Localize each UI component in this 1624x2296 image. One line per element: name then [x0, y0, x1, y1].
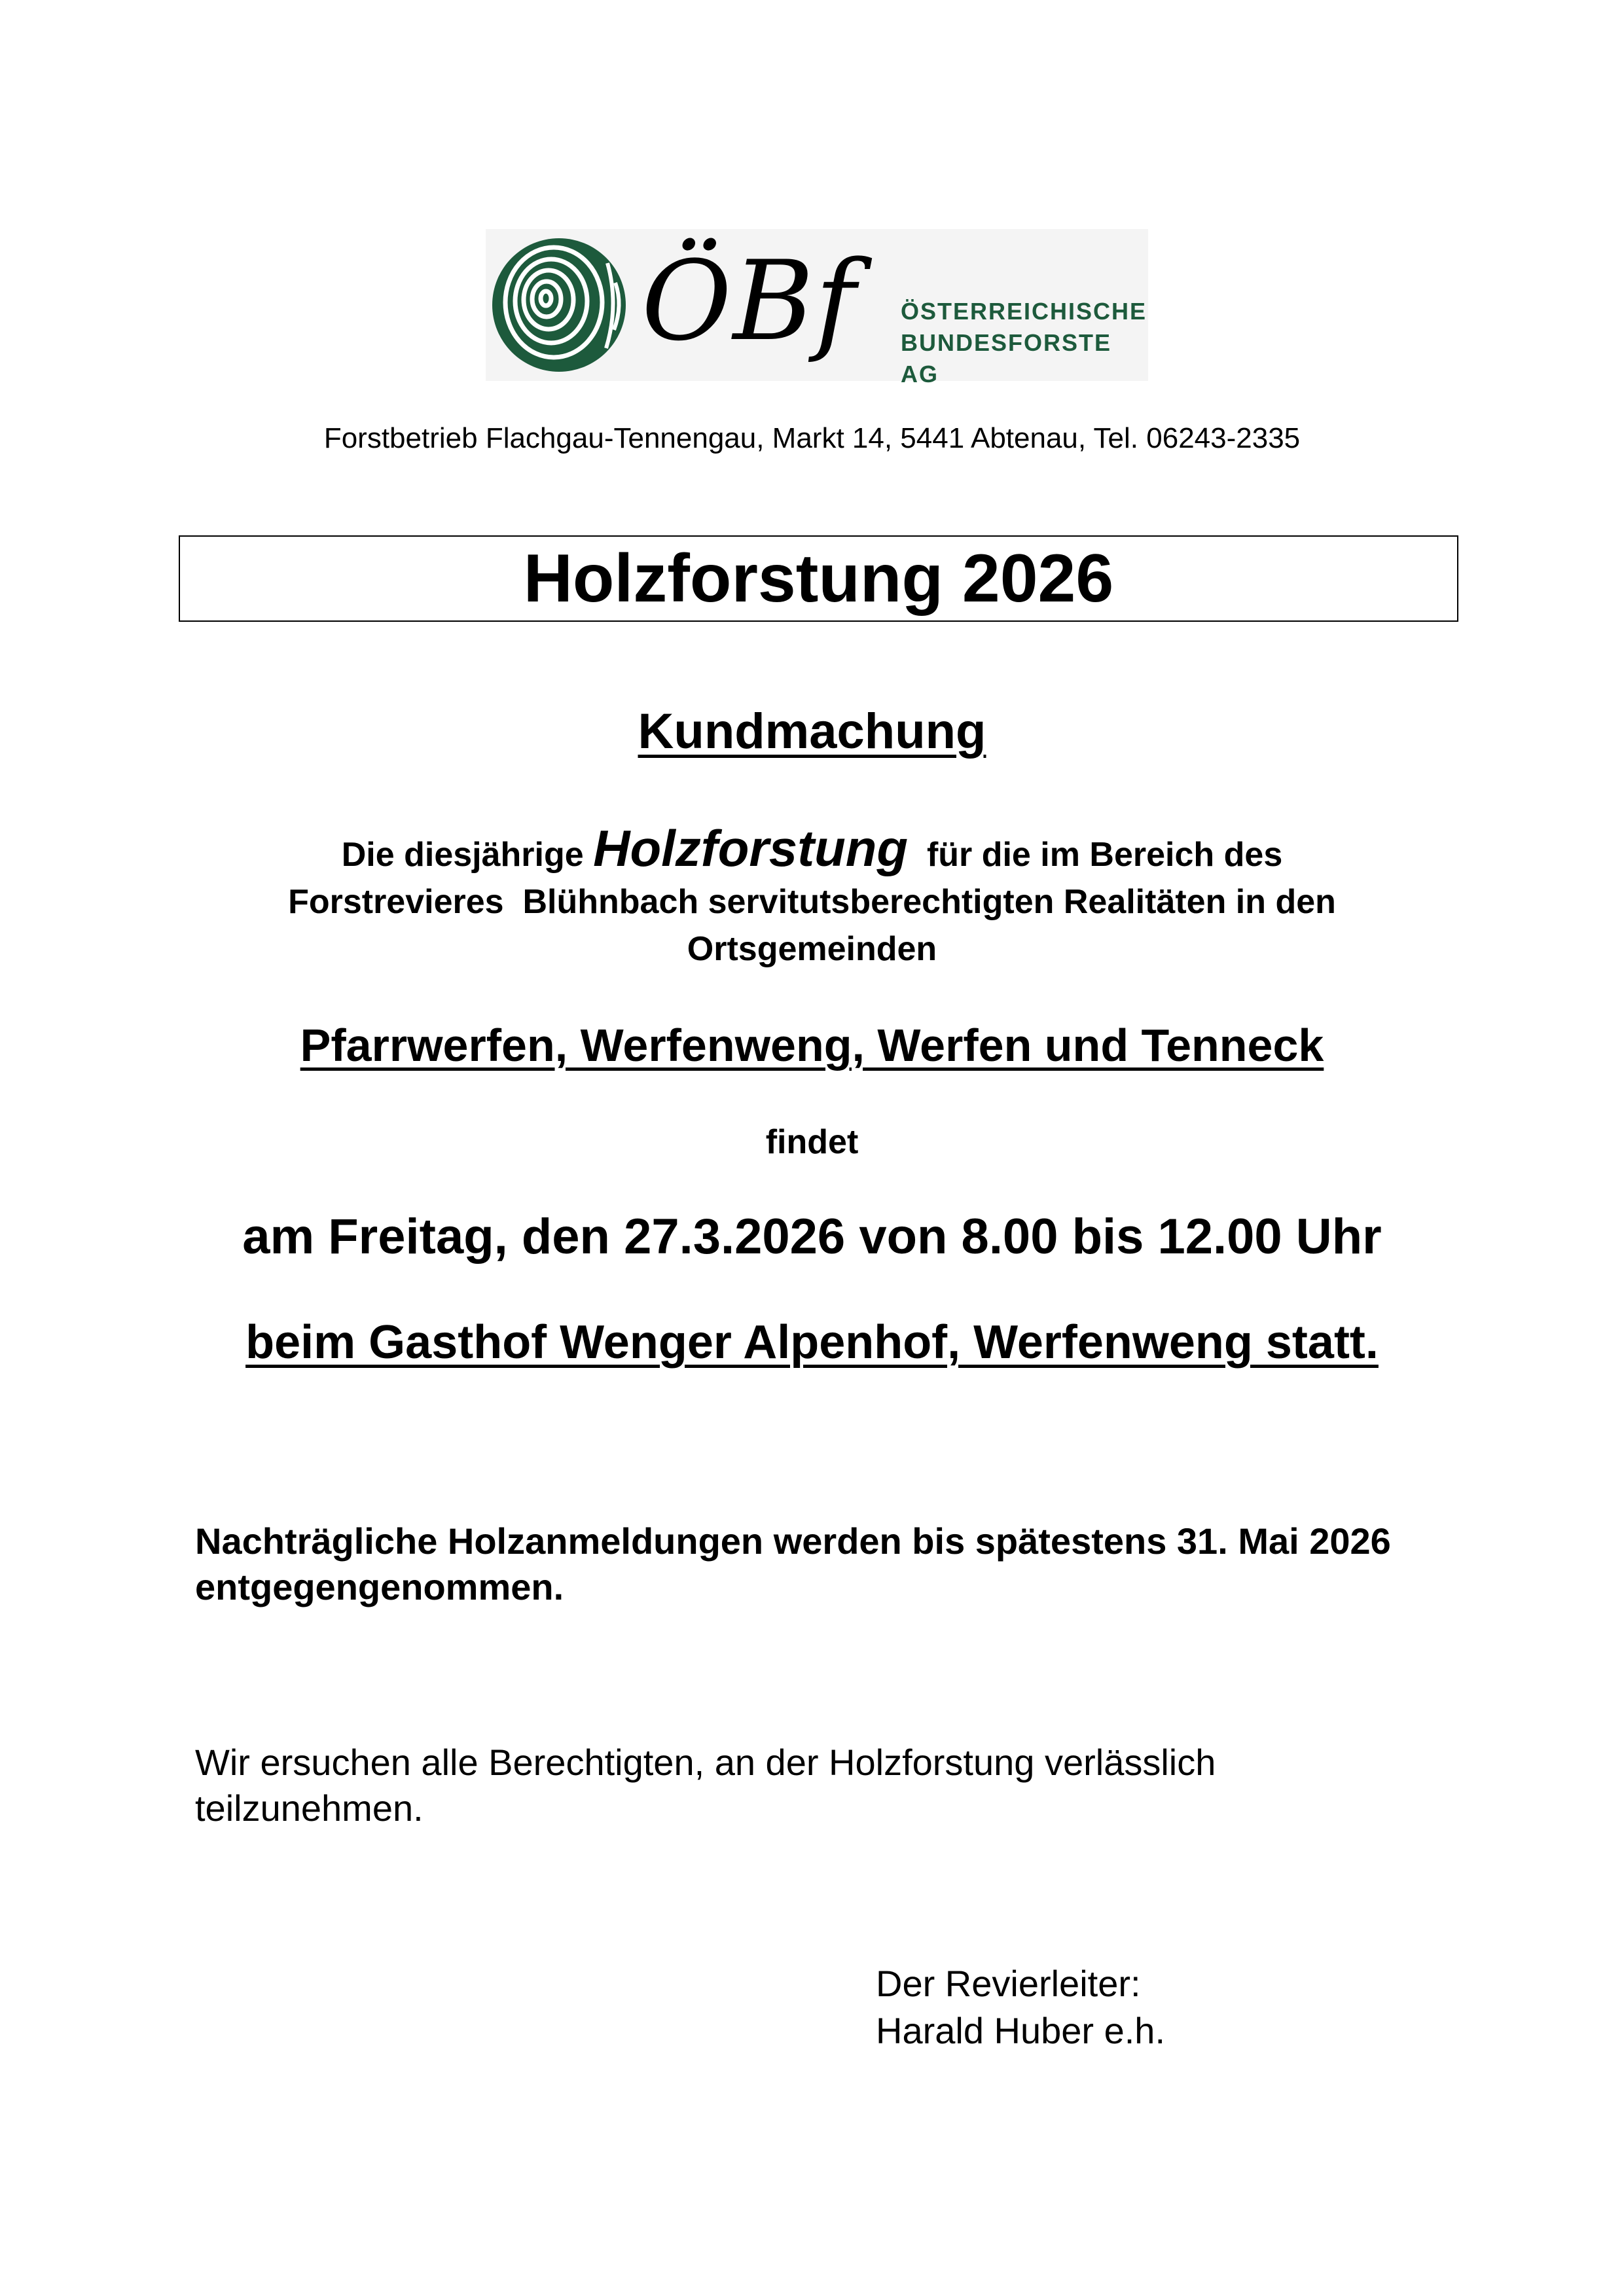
company-name-line2: BUNDESFORSTE AG: [901, 329, 1112, 387]
venue-line: [0, 1312, 1624, 1373]
intro-line-1: [131, 819, 1493, 878]
intro-line-3: Ortsgemeinden: [687, 930, 937, 968]
company-name-line1: ÖSTERREICHISCHE: [901, 298, 1147, 325]
towns-text: Pfarrwerfen, Werfenweng, Werfen und Tenneck: [300, 1020, 1324, 1071]
obf-wordmark: ÖBf: [641, 237, 857, 365]
tree-rings-logo-icon: [491, 237, 627, 373]
towns-line: [0, 1016, 1624, 1075]
intro-line1-rest: für die im Bereich des: [926, 836, 1283, 874]
company-name: [901, 296, 1148, 390]
heading-text: Kundmachung: [638, 704, 986, 759]
intro-line-2: Forstrevieres Blühnbach servitutsberechtigten Realitäten in den: [288, 883, 1336, 921]
attendance-request: Wir ersuchen alle Berechtigten, an der Holzforstung verlässlich teilzunehmen.: [195, 1742, 1216, 1829]
venue-text: beim Gasthof Wenger Alpenhof, Werfenweng statt.: [245, 1316, 1379, 1369]
title-box: [179, 535, 1458, 622]
intro-highlight: Holzforstung: [593, 819, 909, 877]
heading: [0, 700, 1624, 763]
date-line: am Freitag, den 27.3.2026 von 8.00 bis 12.00 Uhr: [242, 1209, 1382, 1265]
page-title: Holzforstung 2026: [523, 541, 1114, 617]
late-registration-note: Nachträgliche Holzanmeldungen werden bis spätestens 31. Mai 2026 entgegengenommen.: [195, 1520, 1391, 1607]
signature-name: Harald Huber e.h.: [876, 2010, 1166, 2051]
obf-logo: [486, 229, 1148, 387]
findet-text: findet: [765, 1123, 859, 1161]
signature-role: Der Revierleiter:: [876, 1963, 1141, 2004]
signature-block: [876, 1960, 1165, 2054]
intro-paragraph: [131, 819, 1493, 973]
intro-prefix: Die diesjährige: [341, 836, 584, 874]
address-line: Forstbetrieb Flachgau-Tennengau, Markt 14, 5441 Abtenau, Tel. 06243-2335: [323, 422, 1301, 454]
